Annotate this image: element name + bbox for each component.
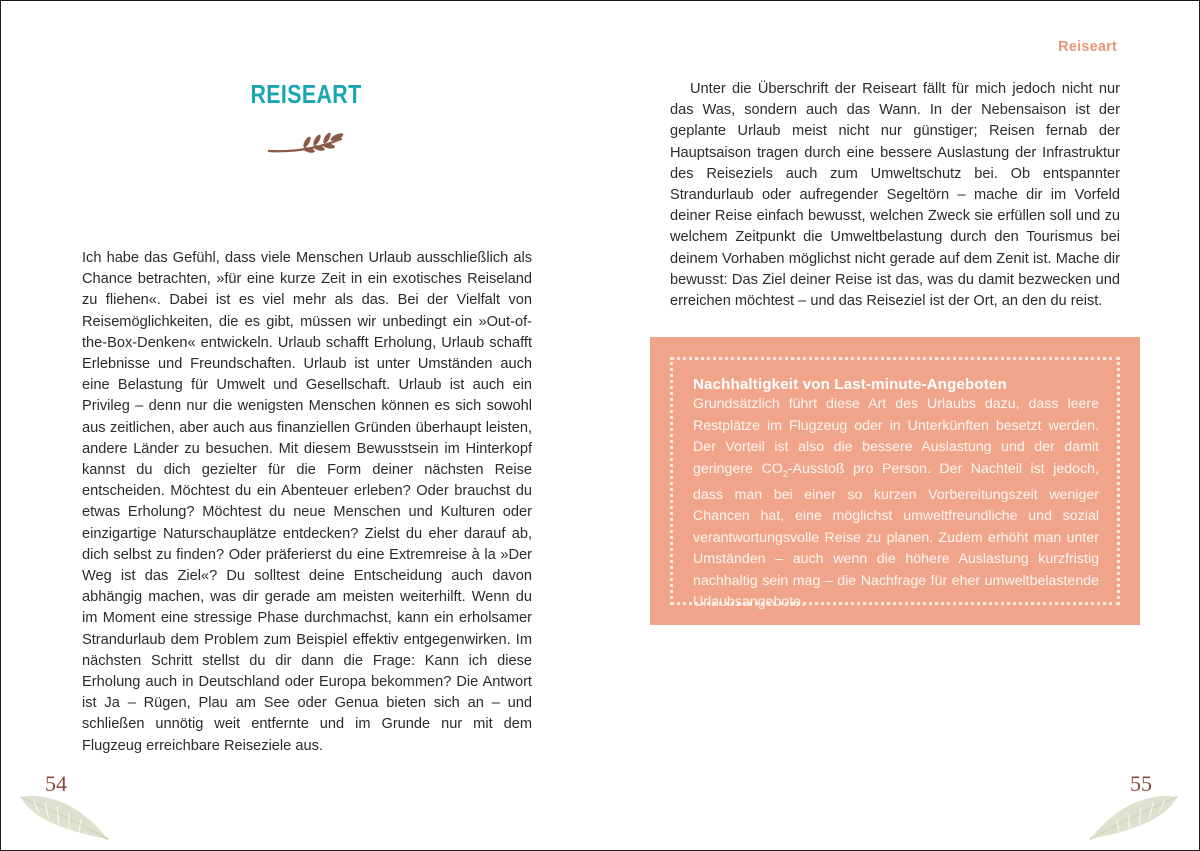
chapter-title: REISEART — [250, 79, 362, 109]
left-body-column — [82, 248, 532, 757]
co2-subscript: 2 — [782, 468, 788, 479]
page-number-right: 55 — [1130, 771, 1152, 796]
page-number-left: 54 — [45, 771, 67, 796]
info-box-dotted-frame — [670, 357, 1120, 611]
running-head: Reiseart — [1058, 39, 1117, 55]
info-box — [650, 337, 1140, 625]
left-body-paragraph: Ich habe das Gefühl, dass viele Menschen Urlaub ausschließlich als Chance betrachten, »für eine kurze Zeit in ein exotisches Reiseland zu fliehen«. Dabei ist es viel mehr als das. Bei der Vielfalt von Reisemöglichkeiten, die es gibt, müssen wir unbedingt ein »Out-of-the-Box-Denken« entwickeln. Urlaub schafft Erholung, Urlaub schafft Erlebnisse und Freundschaften. Urlaub ist unter Umständen auch eine Belastung für Umwelt und Gesellschaft. Urlaub ist auch ein Privileg – denn nur die wenigsten Menschen können es sich sowohl aus zeitlichen, aber auch aus finanziellen Gründen überhaupt leisten, andere Länder zu besuchen. Mit diesem Bewusstsein im Hinterkopf kannst du dich gezielter für die Form deiner nächsten Reise entscheiden. Möchtest du ein Abenteuer erleben? Oder brauchst du etwas Erholung? Möchtest du neue Menschen und Kulturen oder einzigartige Naturschauplätze entdecken? Zielst du eher darauf ab, dich selbst zu finden? Oder präferierst du eine Extremreise à la »Der Weg ist das Ziel«? Du solltest deine Entscheidung auch davon abhängig machen, was dir gerade am meisten weiterhilft. Wenn du im Moment eine stressige Phase durchmachst, kann ein erholsamer Strandurlaub dem Problem zum Beispiel effektiv entgegenwirken. Im nächsten Schritt stellst du dir dann die Frage: Kann ich diese Erholung auch in Deutschland oder Europa bekommen? Die Antwort ist Ja – Rügen, Plau am See oder Genua bieten sich an – und schließen unnötig weit entfernte und im Grunde nur mit dem Flugzeug erreichbare Reiseziele aus. — [82, 250, 532, 754]
info-box-text-part-2: -Ausstoß pro Person. Der Nachteil ist jedoch, dass man bei einer so kurzen Vorbereitungszeit weniger Chancen hat, eine möglichst umweltfreundliche und sozial verantwortungsvolle Reise zu planen. Zudem erhöht man unter Umständen – auch wenn die höhere Auslastung kurzfristig nachhaltig sein mag – die Nachfrage für eher umweltbelastende Urlaubsangebote. — [693, 460, 1099, 611]
wheat-sprig-icon — [267, 129, 347, 159]
right-body-paragraph: Unter die Überschrift der Reiseart fällt für mich jedoch nicht nur das Was, sondern auch das Wann. In der Nebensaison ist der geplante Urlaub meist nicht nur günstiger; Reisen fernab der Hauptsaison tragen durch eine bessere Auslastung der Infrastruktur des Reiseziels auch zum Umweltschutz bei. Ob entspannter Strandurlaub oder aufregender Segeltörn – mache dir im Vorfeld deiner Reise einfach bewusst, welchen Zweck sie erfüllen soll und zu welchem Zeitpunkt die Umweltbelastung durch den Tourismus bei deinem Vorhaben möglichst nicht gerade auf dem Zenit ist. Mache dir bewusst: Das Ziel deiner Reise ist das, was du damit bezwecken und erreichen möchtest – und das Reiseziel ist der Ort, an den du reist. — [670, 81, 1120, 310]
info-box-text — [693, 394, 1099, 614]
info-box-title: Nachhaltigkeit von Last-minute-Angeboten — [693, 376, 1007, 393]
info-box-text-part-1: Grundsätzlich führt diese Art des Urlaubs dazu, dass leere Restplätze im Flugzeug oder in Unterkünften besetzt werden. Der Vorteil ist also die bessere Auslastung und der damit geringere CO — [693, 396, 1099, 477]
right-body-column — [670, 79, 1120, 312]
